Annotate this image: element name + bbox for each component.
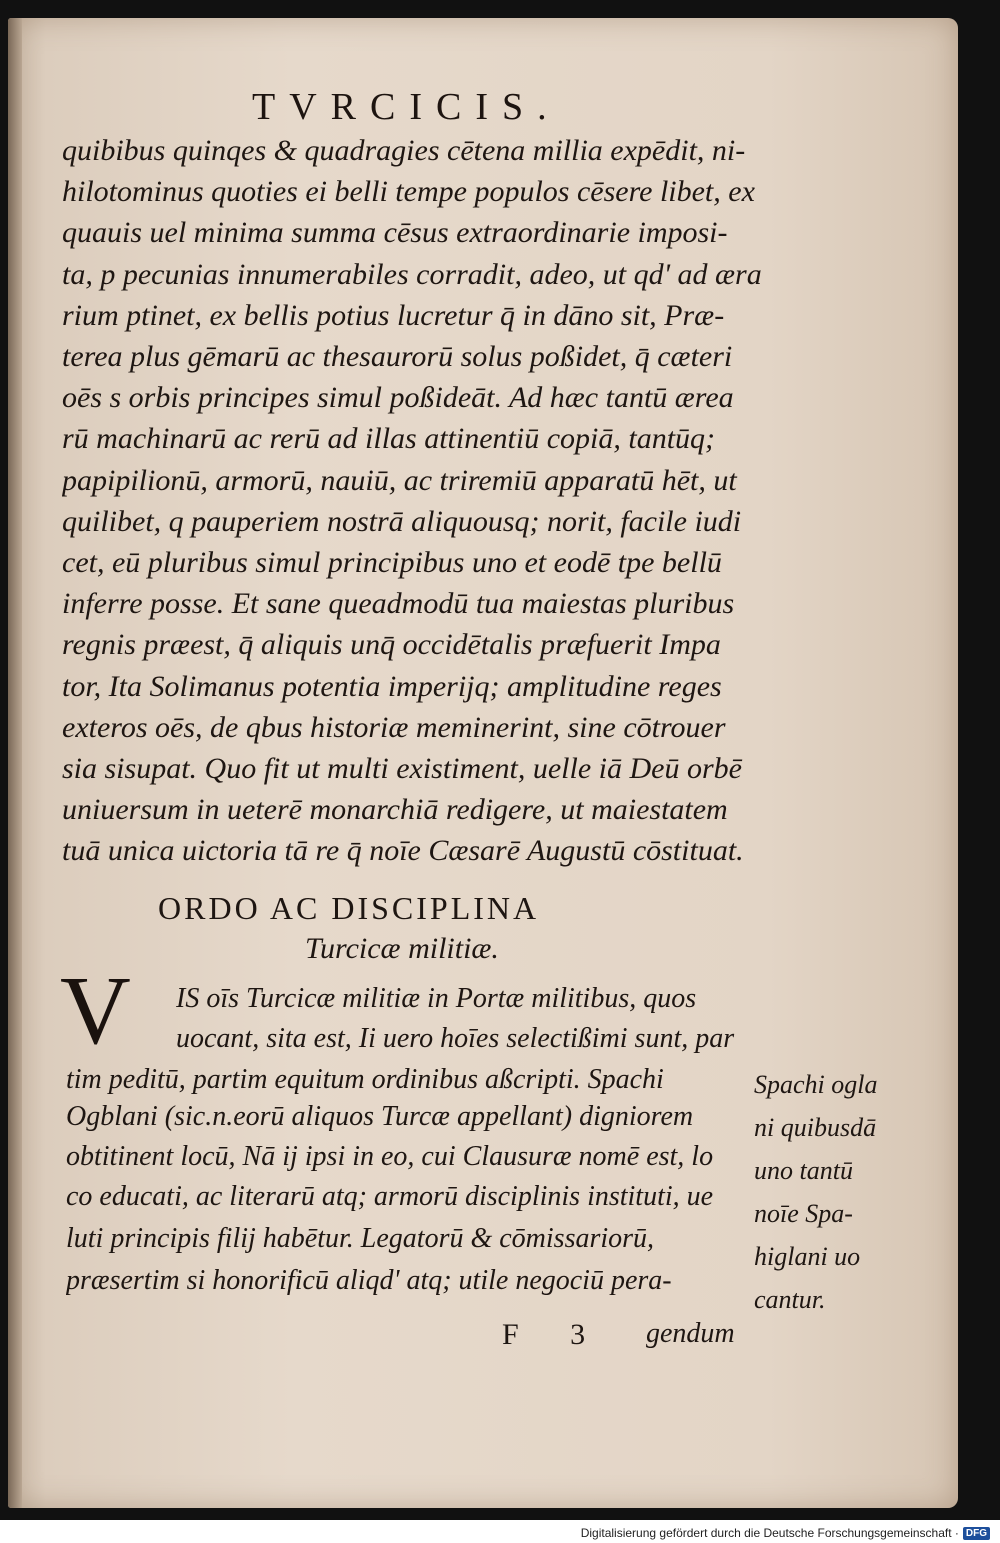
text-line: inferre posse. Et sane queadmodū tua maiestas pluribus [62, 587, 735, 621]
text-line: ta, p pecunias innumerabiles corradit, adeo, ut qd' ad æra [62, 257, 762, 291]
text-line: rū machinarū ac rerū ad illas attinentiū copiā, tantūq; [62, 422, 716, 456]
text-line: sia sisupat. Quo fit ut multi existiment, uelle iā Deū orbē [62, 752, 742, 785]
text-line: uocant, sita est, Ii uero hoīes selectißimi sunt, par [176, 1023, 735, 1054]
margin-note-line: cantur. [754, 1285, 826, 1314]
text-line: obtitinent locū, Nā ij ipsi in eo, cui Clausuræ nomē est, lo [66, 1141, 714, 1172]
text-line: quibibus quinqes & quadragies cētena millia expēdit, ni- [62, 134, 746, 167]
text-line: terea plus gēmarū ac thesaurorū solus poßidet, q̄ cæteri [62, 340, 733, 373]
text-line: tuā unica uictoria tā re q̄ noīe Cæsarē Augustū cōstituat. [62, 834, 744, 868]
text-line: IS oīs Turcicæ militiæ in Portæ militibus, quos [176, 983, 697, 1014]
text-line: oēs s orbis principes simul poßideāt. Ad hæc tantū ærea [62, 381, 734, 415]
text-line: cet, eū pluribus simul principibus uno et eodē tpe bellū [62, 546, 722, 579]
catchword: gendum [646, 1318, 735, 1349]
text-line: exteros oēs, de qbus historiæ meminerint, sine cōtrouer [62, 710, 726, 744]
margin-note-line: uno tantū [754, 1156, 853, 1185]
text-line: uniuersum in ueterē monarchiā redigere, ut maiestatem [62, 793, 728, 827]
text-line: papipilionū, armorū, nauiū, ac triremiū apparatū hēt, ut [62, 463, 737, 497]
text-line: luti principis filij habētur. Legatorū & cōmissariorū, [66, 1223, 655, 1254]
drop-cap-initial: V [60, 957, 131, 1065]
running-header: TVRCICIS. [252, 86, 561, 128]
text-line: regnis præest, q̄ aliquis unq̄ occidētalis præfuerit Impa [62, 628, 721, 662]
text-line: quauis uel minima summa cēsus extraordinarie imposi- [62, 216, 728, 250]
text-line: præsertim si honorificū aliqd' atq; utile negociū pera- [66, 1265, 672, 1296]
section-subtitle: Turcicæ militiæ. [305, 932, 499, 965]
text-line: Ogblani (sic.n.eorū aliquos Turcæ appellant) digniorem [66, 1101, 694, 1132]
margin-note-line: Spachi ogla [754, 1070, 878, 1099]
section-title: ORDO AC DISCIPLINA [158, 890, 540, 926]
text-line: rium ptinet, ex bellis potius lucretur q̄ in dāno sit, Præ- [62, 298, 725, 332]
digitization-footer [581, 1524, 990, 1542]
text-line: tim peditū, partim equitum ordinibus aßcripti. Spachi [66, 1064, 664, 1095]
text-line: hilotominus quoties ei belli tempe populos cēsere libet, ex [62, 175, 755, 209]
signature-mark: F 3 [502, 1318, 608, 1351]
margin-note-line: ni quibusdā [754, 1113, 877, 1142]
margin-note-line: noīe Spa- [754, 1199, 853, 1228]
footer-text: Digitalisierung gefördert durch die Deutsche Forschungsgemeinschaft · [580, 1526, 959, 1540]
margin-note-line: higlani uo [754, 1242, 861, 1271]
text-line: co educati, ac literarū atq; armorū disciplinis instituti, ue [66, 1181, 714, 1212]
text-line: tor, Ita Solimanus potentia imperijq; amplitudine reges [62, 669, 722, 703]
dfg-logo: DFG [963, 1527, 990, 1540]
page-gutter [8, 18, 22, 1508]
text-line: quilibet, q pauperiem nostrā aliquousq; norit, facile iudi [62, 504, 742, 538]
